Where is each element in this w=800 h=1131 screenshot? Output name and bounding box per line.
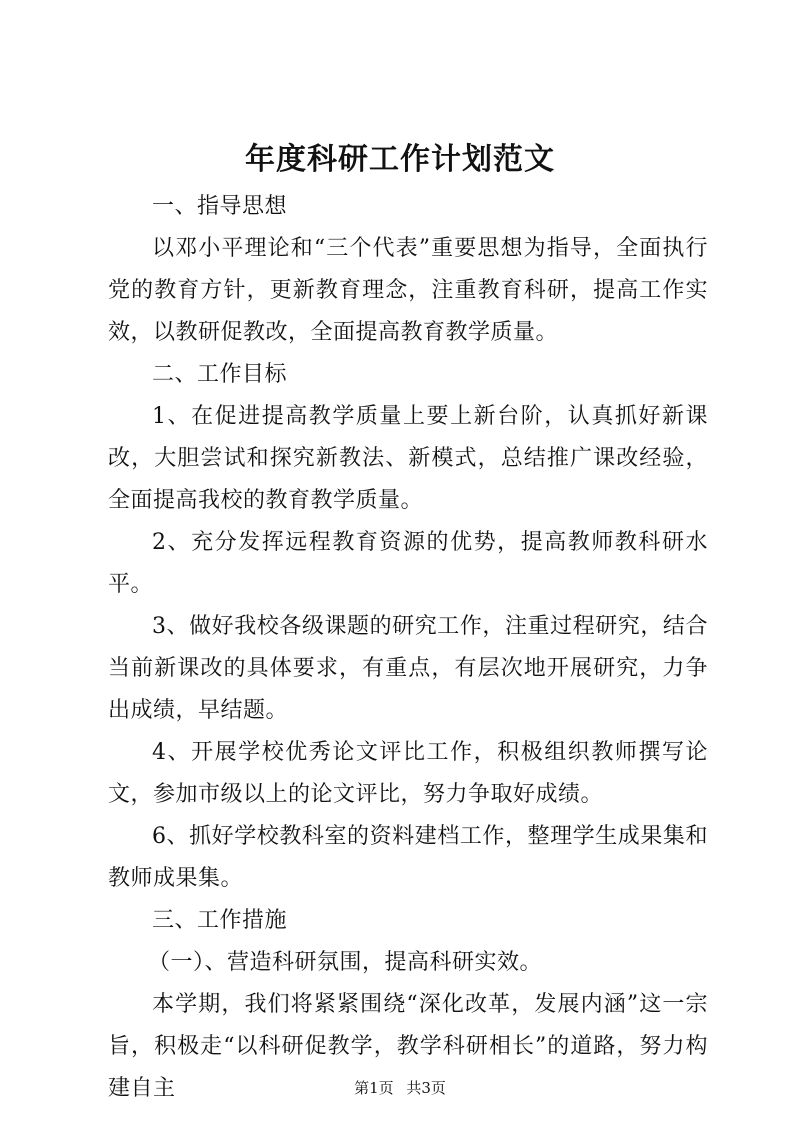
paragraph-goal-1: 1、在促进提高教学质量上要上新台阶，认真抓好新课改，大胆尝试和探究新教法、新模式，总结推广课改经验，全面提高我校的教育教学质量。 — [108, 404, 708, 513]
page-footer — [0, 1078, 800, 1098]
subsection-heading-research-atmosphere: （一）、营造科研氛围，提高科研实效。 — [148, 950, 543, 975]
document-body — [108, 186, 708, 1110]
paragraph-this-semester: 本学期，我们将紧紧围绕“深化改革，发展内涵”这一宗旨，积极走“以科研促教学，教学科研相长”的道路，努力构建自主 — [108, 992, 708, 1101]
paragraph-goal-2: 2、充分发挥远程教育资源的优势，提高教师教科研水平。 — [108, 530, 708, 597]
section-heading-work-goals: 二、工作目标 — [152, 362, 288, 387]
paragraph-goal-6: 6、抓好学校教科室的资料建档工作，整理学生成果集和教师成果集。 — [108, 824, 708, 891]
paragraph-goal-4: 4、开展学校优秀论文评比工作，积极组织教师撰写论文，参加市级以上的论文评比，努力争取好成绩。 — [108, 740, 708, 807]
page-number: 第1页 — [354, 1079, 394, 1097]
section-heading-guiding-thought: 一、指导思想 — [152, 194, 288, 219]
paragraph-goal-3: 3、做好我校各级课题的研究工作，注重过程研究，结合当前新课改的具体要求，有重点，有层次地开展研究，力争出成绩，早结题。 — [108, 614, 708, 723]
section-heading-work-measures: 三、工作措施 — [152, 908, 288, 933]
paragraph-guiding-thought: 以邓小平理论和“三个代表”重要思想为指导，全面执行党的教育方针，更新教育理念，注重教育科研，提高工作实效，以教研促教改，全面提高教育教学质量。 — [108, 236, 708, 345]
document-title: 年度科研工作计划范文 — [245, 142, 555, 177]
page-total: 共3页 — [406, 1079, 446, 1097]
